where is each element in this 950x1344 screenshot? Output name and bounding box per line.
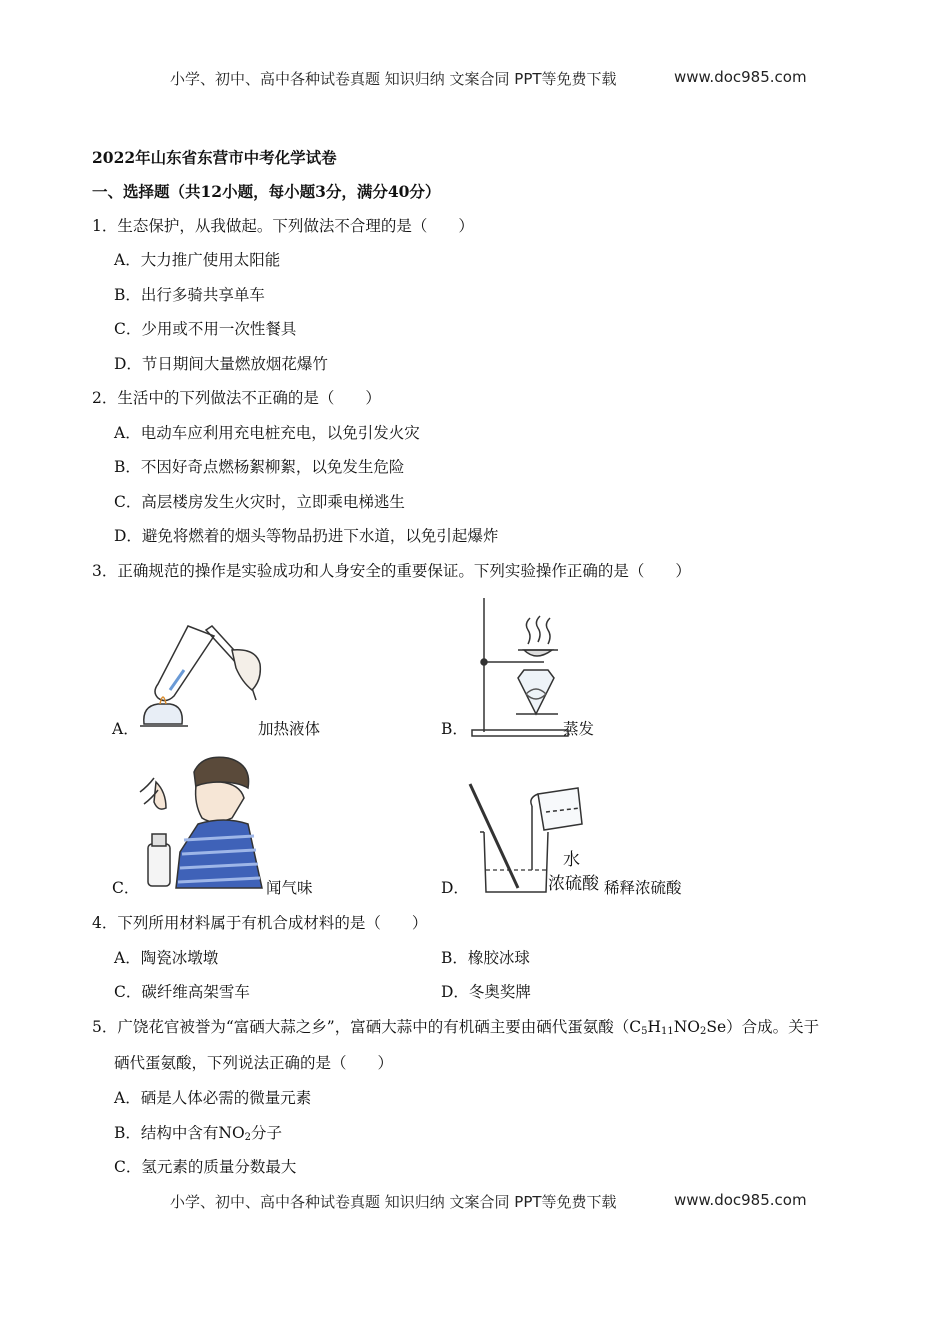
q5-option-c: C．氢元素的质量分数最大 bbox=[114, 1158, 297, 1176]
label-water: 水 bbox=[563, 850, 580, 870]
heating-liquid-figure bbox=[136, 620, 266, 732]
q1-stem: 1．生态保护，从我做起。下列做法不合理的是（ ） bbox=[92, 217, 474, 235]
person-face-icon bbox=[196, 782, 244, 822]
q4-option-c: C．碳纤维高架雪车 bbox=[114, 983, 250, 1001]
waving-hand-icon bbox=[154, 782, 166, 809]
exam-title: 2022年山东省东营市中考化学试卷 bbox=[92, 148, 337, 167]
header-text: 小学、初中、高中各种试卷真题 知识归纳 文案合同 PPT等免费下载 bbox=[170, 70, 617, 88]
hand-icon bbox=[232, 650, 260, 690]
q5-stem-line2: 硒代蛋氨酸，下列说法正确的是（ ） bbox=[114, 1054, 394, 1072]
q3-option-b-caption: 蒸发 bbox=[563, 720, 595, 738]
q2-option-d: D．避免将燃着的烟头等物品扔进下水道，以免引起爆炸 bbox=[114, 527, 499, 545]
q5-stem-line1: 5．广饶花官被誉为“富硒大蒜之乡”，富硒大蒜中的有机硒主要由硒代蛋氨酸$(C_5H_{11}NO_2Se)$合成。关于 bbox=[92, 1018, 820, 1037]
evaporation-figure bbox=[466, 596, 570, 738]
glass-rod-icon bbox=[470, 784, 518, 888]
q3-option-a-caption: 加热液体 bbox=[258, 720, 321, 738]
q3-option-d-letter: D． bbox=[441, 879, 469, 897]
alcohol-lamp-icon bbox=[144, 704, 182, 724]
test-tube-icon bbox=[155, 626, 214, 701]
q5-option-a: A．硒是人体必需的微量元素 bbox=[114, 1089, 312, 1107]
label-concentrated-acid: 浓硫酸 bbox=[548, 874, 599, 894]
bottle-icon bbox=[148, 844, 170, 886]
q3-stem: 3．正确规范的操作是实验成功和人身安全的重要保证。下列实验操作正确的是（ ） bbox=[92, 562, 691, 580]
q5-option-b: B．结构中含有$NO_2$分子 bbox=[114, 1124, 283, 1143]
q1-option-a: A．大力推广使用太阳能 bbox=[114, 251, 281, 269]
q2-stem: 2．生活中的下列做法不正确的是（ ） bbox=[92, 389, 381, 407]
q3-option-c-letter: C． bbox=[112, 879, 140, 897]
footer-text: 小学、初中、高中各种试卷真题 知识归纳 文案合同 PPT等免费下载 bbox=[170, 1193, 617, 1211]
q2-option-b: B．不因好奇点燃杨絮柳絮，以免发生危险 bbox=[114, 458, 405, 476]
q3-option-a-letter: A． bbox=[112, 720, 139, 738]
evaporating-dish-icon bbox=[524, 650, 552, 656]
q3-option-d-caption: 稀释浓硫酸 bbox=[604, 879, 682, 897]
q3-option-b-letter: B． bbox=[441, 720, 468, 738]
smelling-gas-figure bbox=[136, 752, 266, 890]
section-heading: 一、选择题（共12小题，每小题3分，满分40分） bbox=[92, 182, 441, 201]
q1-option-d: D．节日期间大量燃放烟花爆竹 bbox=[114, 355, 328, 373]
q4-option-d: D．冬奥奖牌 bbox=[441, 983, 531, 1001]
q3-option-c-caption: 闻气味 bbox=[266, 879, 313, 897]
footer-url[interactable]: www.doc985.com bbox=[674, 1191, 807, 1209]
q2-option-c: C．高层楼房发生火灾时，立即乘电梯逃生 bbox=[114, 493, 405, 511]
alcohol-lamp-icon bbox=[518, 670, 554, 714]
q4-option-a: A．陶瓷冰墩墩 bbox=[114, 949, 219, 967]
q4-option-b: B．橡胶冰球 bbox=[441, 949, 530, 967]
q4-stem: 4．下列所用材料属于有机合成材料的是（ ） bbox=[92, 914, 428, 932]
q1-option-c: C．少用或不用一次性餐具 bbox=[114, 320, 297, 338]
q2-option-a: A．电动车应利用充电桩充电，以免引发火灾 bbox=[114, 424, 420, 442]
q1-option-b: B．出行多骑共享单车 bbox=[114, 286, 265, 304]
header-url[interactable]: www.doc985.com bbox=[674, 68, 807, 86]
